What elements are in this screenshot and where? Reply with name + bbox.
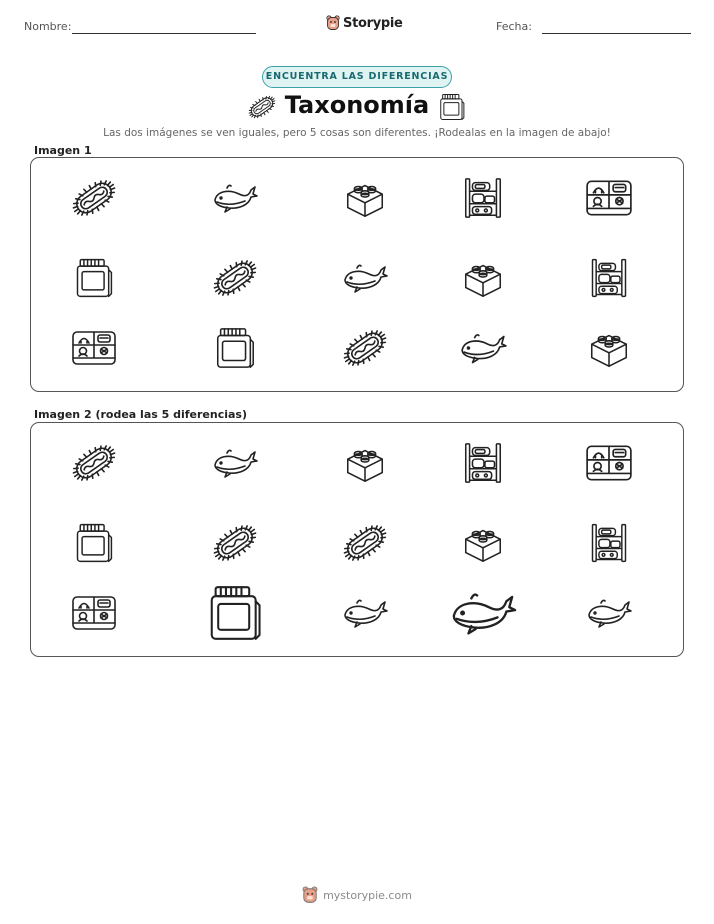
whale-icon[interactable] [341, 589, 389, 637]
bacteria-icon [70, 174, 118, 222]
slide-icon [72, 256, 116, 300]
box-icon[interactable] [70, 589, 118, 637]
bacteria-icon [211, 254, 259, 302]
block-icon[interactable] [460, 520, 506, 566]
name-label: Nombre: [24, 20, 72, 33]
brand-name: Storypie [343, 15, 403, 31]
date-label: Fecha: [496, 20, 532, 33]
date-line[interactable] [542, 33, 691, 34]
image2-label: Imagen 2 (rodea las 5 diferencias) [34, 408, 248, 421]
image1-panel [30, 157, 684, 392]
box-icon[interactable] [584, 438, 634, 488]
whale-icon[interactable] [448, 578, 518, 648]
activity-badge: ENCUENTRA LAS DIFERENCIAS [262, 66, 452, 88]
whale-icon [341, 254, 389, 302]
image2-panel[interactable] [30, 422, 684, 657]
box-icon [70, 324, 118, 372]
block-icon [460, 255, 506, 301]
slide-icon [212, 325, 258, 371]
bear-mascot-icon [326, 15, 340, 31]
box-icon [584, 173, 634, 223]
whale-icon [211, 174, 259, 222]
block-icon [342, 175, 388, 221]
page-title: Taxonomía [284, 91, 430, 119]
bacteria-icon[interactable] [211, 519, 259, 567]
brand-logo [326, 13, 403, 33]
slide-icon[interactable] [72, 521, 116, 565]
footer-bear-icon [302, 886, 318, 904]
title-slide-icon [437, 92, 467, 126]
whale-icon[interactable] [585, 589, 633, 637]
whale-icon[interactable] [211, 439, 259, 487]
shelf-icon[interactable] [460, 440, 506, 486]
image1-label: Imagen 1 [34, 144, 92, 157]
name-line[interactable] [72, 33, 256, 34]
block-icon [586, 325, 632, 371]
bacteria-icon [341, 324, 389, 372]
shelf-icon [460, 175, 506, 221]
bacteria-icon[interactable] [70, 439, 118, 487]
slide-icon[interactable] [204, 582, 266, 644]
block-icon[interactable] [342, 440, 388, 486]
footer-url[interactable]: mystorypie.com [323, 888, 412, 902]
shelf-icon [587, 256, 631, 300]
whale-icon [458, 323, 508, 373]
bacteria-icon[interactable] [341, 519, 389, 567]
instructions-text: Las dos imágenes se ven iguales, pero 5 cosas son diferentes. ¡Rodealas en la imagen de abajo! [103, 127, 611, 139]
footer [0, 886, 714, 904]
shelf-icon[interactable] [587, 521, 631, 565]
